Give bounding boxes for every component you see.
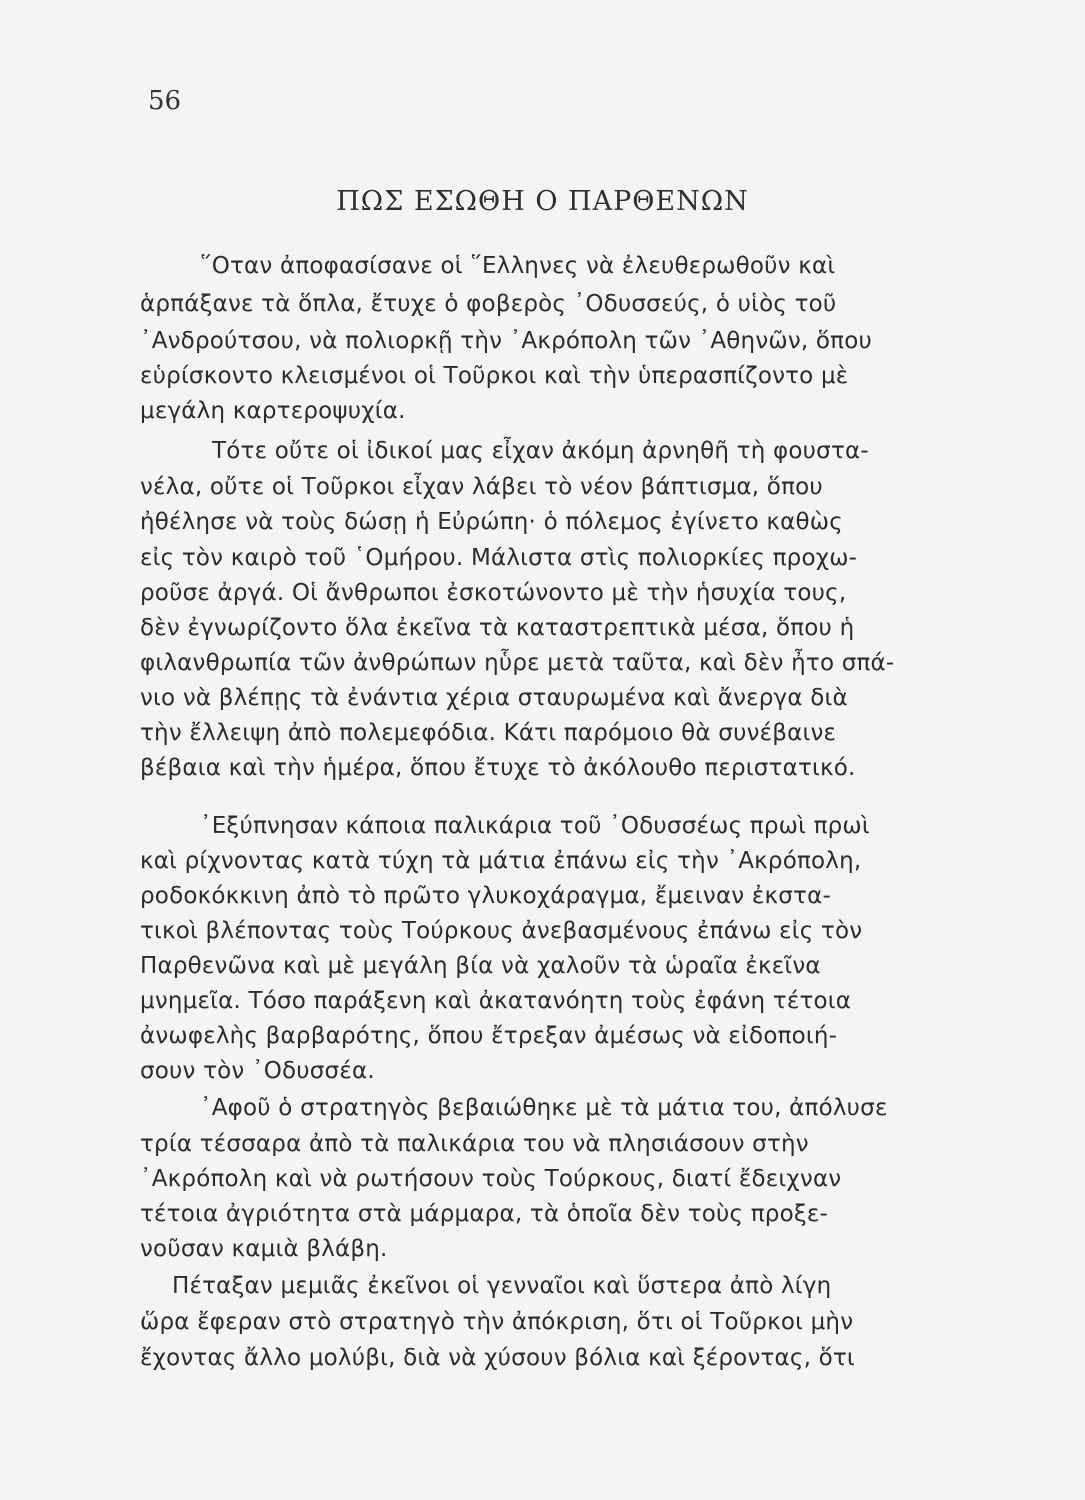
text-line: νοῦσαν καμιὰ βλάβη. — [140, 1236, 388, 1262]
text-line: ἁρπάξανε τὰ ὅπλα, ἔτυχε ὁ φοβερὸς ᾿Οδυσσεύς, ὁ υἱὸς τοῦ — [140, 291, 837, 317]
text-line: ῞Οταν ἀποφασίσανε οἱ ῞Ελληνες νὰ ἐλευθερωθοῦν καὶ — [200, 253, 836, 279]
chapter-title: ΠΩΣ ΕΣΩΘΗ Ο ΠΑΡΘΕΝΩΝ — [336, 186, 749, 217]
text-line: Παρθενῶνα καὶ μὲ μεγάλη βία νὰ χαλοῦν τὰ ὡραῖα ἐκεῖνα — [140, 953, 821, 979]
text-line: ᾿Ανδρούτσου, νὰ πολιορκῇ τὴν ᾿Ακρόπολη τῶν ᾿Αθηνῶν, ὅπου — [140, 328, 872, 354]
text-line: τέτοια ἀγριότητα στὰ μάρμαρα, τὰ ὁποῖα δὲν τοὺς προξε- — [140, 1201, 829, 1227]
text-line: δὲν ἐγνωρίζοντο ὅλα ἐκεῖνα τὰ καταστρεπτικὰ μέσα, ὅπου ἡ — [140, 615, 855, 641]
page-number: 56 — [148, 86, 182, 116]
text-line: βέβαια καὶ τὴν ἡμέρα, ὅπου ἔτυχε τὸ ἀκόλουθο περιστατικό. — [140, 755, 856, 781]
text-line: ᾿Εξύπνησαν κάποια παλικάρια τοῦ ᾿Οδυσσέως πρωὶ πρωὶ — [200, 813, 870, 839]
text-line: τρία τέσσαρα ἀπὸ τὰ παλικάρια του νὰ πλησιάσουν στὴν — [140, 1131, 809, 1157]
text-line: ροδοκόκκινη ἀπὸ τὸ πρῶτο γλυκοχάραγμα, ἔμειναν ἐκστα- — [140, 883, 831, 909]
text-line: φιλανθρωπία τῶν ἀνθρώπων ηὗρε μετὰ ταῦτα, καὶ δὲν ἦτο σπά- — [140, 650, 895, 676]
text-line: Πέταξαν μεμιᾶς ἐκεῖνοι οἱ γενναῖοι καὶ ὕστερα ἀπὸ λίγη — [172, 1273, 832, 1299]
text-line: σουν τὸν ᾿Οδυσσέα. — [140, 1058, 375, 1084]
text-line: ὥρα ἔφεραν στὸ στρατηγὸ τὴν ἀπόκριση, ὅτι οἱ Τοῦρκοι μὴν — [140, 1309, 854, 1335]
text-line: μνημεῖα. Τόσο παράξενη καὶ ἀκατανόητη τοὺς ἐφάνη τέτοια — [140, 988, 852, 1014]
text-line: μεγάλη καρτεροψυχία. — [140, 398, 406, 424]
text-line: ᾿Ακρόπολη καὶ νὰ ρωτήσουν τοὺς Τούρκους, διατί ἔδειχναν — [140, 1166, 842, 1192]
text-line: Τότε οὔτε οἱ ἰδικοί μας εἶχαν ἀκόμη ἀρνηθῆ τὴ φουστα- — [212, 438, 869, 464]
text-line: τὴν ἔλλειψη ἀπὸ πολεμεφόδια. Κάτι παρόμοιο θὰ συνέβαινε — [140, 720, 837, 746]
text-line: εὑρίσκοντο κλεισμένοι οἱ Τοῦρκοι καὶ τὴν ὑπερασπίζοντο μὲ — [140, 363, 849, 389]
text-line: νέλα, οὔτε οἱ Τοῦρκοι εἶχαν λάβει τὸ νέον βάπτισμα, ὅπου — [140, 474, 823, 500]
text-line: τικοὶ βλέποντας τοὺς Τούρκους ἀνεβασμένους ἐπάνω εἰς τὸν — [140, 918, 863, 944]
text-line: καὶ ρίχνοντας κατὰ τύχη τὰ μάτια ἐπάνω εἰς τὴν ᾿Ακρόπολη, — [140, 848, 862, 874]
text-line: ἀνωφελὴς βαρβαρότης, ὅπου ἔτρεξαν ἀμέσως νὰ εἰδοποιή- — [140, 1023, 838, 1049]
text-line: ροῦσε ἀργά. Οἱ ἄνθρωποι ἐσκοτώνοντο μὲ τὴν ἡσυχία τους, — [140, 580, 847, 606]
text-line: ἔχοντας ἄλλο μολύβι, διὰ νὰ χύσουν βόλια καὶ ξέροντας, ὅτι — [140, 1345, 855, 1371]
text-line: ἠθέλησε νὰ τοὺς δώσῃ ἡ Εὐρώπη· ὁ πόλεμος ἐγίνετο καθὼς — [140, 509, 843, 535]
text-line: ᾿Αφοῦ ὁ στρατηγὸς βεβαιώθηκε μὲ τὰ μάτια του, ἀπόλυσε — [200, 1095, 888, 1121]
text-line: νιο νὰ βλέπῃς τὰ ἐνάντια χέρια σταυρωμένα καὶ ἄνεργα διὰ — [140, 685, 848, 711]
text-line: εἰς τὸν καιρὸ τοῦ ῾Ομήρου. Μάλιστα στὶς πολιορκίες προχω- — [140, 545, 858, 571]
